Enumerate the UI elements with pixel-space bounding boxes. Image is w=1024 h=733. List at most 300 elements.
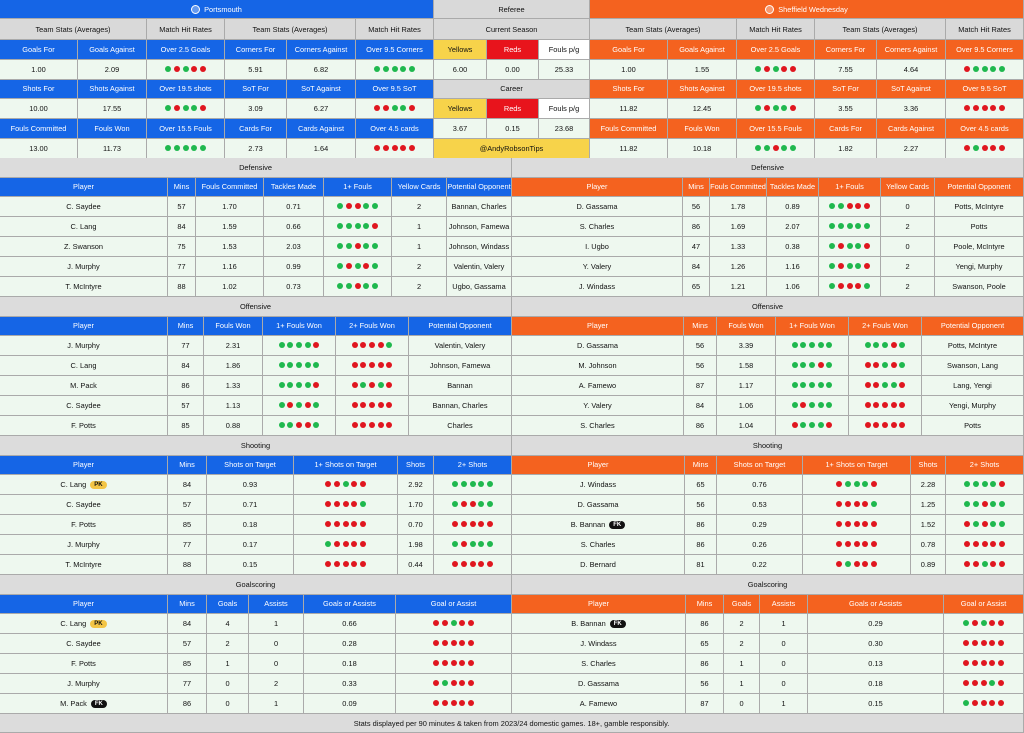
hit-rate-cell [737,139,815,159]
player-name [512,515,685,535]
hit-rate-dots [278,341,321,350]
miss-dot [351,561,357,567]
fouls-pg-label: Fouls p/g [539,40,590,60]
goals-value: 0 [207,674,249,694]
miss-dot [343,561,349,567]
miss-dot [964,66,970,72]
hit-rate-cell [356,139,434,159]
miss-dot [409,145,415,151]
mins-value: 84 [168,356,204,376]
shots-on-target-value: 0.17 [207,535,294,555]
hit-dot [800,382,806,388]
free-kick-taker-badge: FK [609,521,625,529]
hit-dot [392,105,398,111]
hit-dot [279,342,285,348]
hit-dot [451,620,457,626]
over195-label: Over 19.5 shots [737,80,815,100]
hit-rate-dots [864,421,907,430]
fouls-won-2-hit-rate [849,376,922,396]
tackles-value: 0.89 [767,197,819,217]
mins-value: 86 [686,654,724,674]
shots-on-target-value: 0.22 [717,555,803,575]
yellow-cards-value: 1 [392,217,447,237]
player-name-text: F. Potts [71,659,96,668]
potential-opponent: Lang, Yengi [922,376,1024,396]
miss-dot [873,382,879,388]
player-header: Player [0,595,168,615]
player-name-text: Z. Swanson [63,242,104,251]
mins-value: 84 [168,475,207,495]
hit-dot [973,521,979,527]
miss-dot [313,382,319,388]
miss-dot [891,342,897,348]
player-header: Player [512,595,686,615]
tipster-link[interactable]: @AndyRobsonTips [434,139,590,159]
mins-value: 65 [683,277,710,297]
fouls-won-value: 2.31 [204,336,263,356]
player-header: Player [0,317,168,337]
mins-header: Mins [684,317,717,337]
stat-value: 17.55 [78,99,147,119]
mins-value: 85 [168,654,207,674]
miss-dot [392,145,398,151]
player-name [512,694,686,714]
portsmouth-crest-icon [191,5,200,14]
hit-rate-dots [835,500,878,509]
over95sot-label: Over 9.5 SoT [946,80,1024,100]
over25-label: Over 2.5 Goals [737,40,815,60]
free-kick-taker-badge: FK [91,700,107,708]
miss-dot [459,660,465,666]
hit-dot [809,362,815,368]
shots2-header: 2+ Shots [434,456,512,476]
hit-dot [442,680,448,686]
sot-for-label: SoT For [815,80,877,100]
miss-dot [200,66,206,72]
hit-rate-cell [737,60,815,80]
fouls-won-1-hit-rate [776,396,849,416]
player-name [512,277,683,297]
hit-rate-dots [324,520,367,529]
miss-dot [352,402,358,408]
yellow-cards-value: 2 [392,277,447,297]
potential-opponent: Johnson, Famewa [409,356,512,376]
miss-dot [433,680,439,686]
stat-value: 11.73 [78,139,147,159]
hit-dot [487,501,493,507]
miss-dot [386,402,392,408]
miss-dot [854,521,860,527]
miss-dot [854,541,860,547]
player-name-text: D. Gassama [576,341,619,350]
miss-dot [369,402,375,408]
fouls-won-1-hit-rate [263,416,336,436]
hit-dot [279,422,285,428]
fouls-hit-rate [819,237,881,257]
miss-dot [369,342,375,348]
hit-rate-dots [432,699,475,708]
miss-dot [378,422,384,428]
miss-dot [972,620,978,626]
shots-on-target-value: 0.18 [207,515,294,535]
miss-dot [346,263,352,269]
miss-dot [386,382,392,388]
hit-dot [764,145,770,151]
shots-value: 2.28 [911,475,946,495]
mins-value: 88 [168,555,207,575]
miss-dot [981,700,987,706]
hit-dot [899,362,905,368]
hit-dot [183,105,189,111]
fouls-hit-rate [819,257,881,277]
hit-dot [183,145,189,151]
player-name [0,237,168,257]
player-name [0,515,168,535]
fouls-won-2-hit-rate [336,336,409,356]
hit-dot [862,481,868,487]
shots-header: Shots [398,456,434,476]
goa-header: Goal or Assist [944,595,1024,615]
miss-dot [452,521,458,527]
player-name [0,475,168,495]
hit-rate-dots [864,341,907,350]
table-row [512,674,1024,694]
hit-rate-dots [373,144,416,153]
player-name [512,356,684,376]
defensive-title-away: Defensive [512,158,1024,178]
sot-hit-rate [294,515,398,535]
miss-dot [873,422,879,428]
hit-dot [313,422,319,428]
goa-header: Goal or Assist [396,595,512,615]
hit-dot [973,66,979,72]
miss-dot [459,620,465,626]
miss-dot [352,382,358,388]
shots-value: 2.92 [398,475,434,495]
fouls-won-value: 0.88 [204,416,263,436]
shots-value: 1.70 [398,495,434,515]
miss-dot [989,640,995,646]
miss-dot [854,501,860,507]
miss-dot [372,223,378,229]
miss-dot [838,243,844,249]
goals-value: 0 [724,694,760,714]
hit-rate-dots [336,222,379,231]
fw1-header: 1+ Fouls Won [776,317,849,337]
hit-dot [452,541,458,547]
hit-dot [165,145,171,151]
cards-against-label: Cards Against [287,119,356,139]
hit-dot [855,223,861,229]
player-name-text: M. Johnson [578,361,617,370]
fouls1-header: 1+ Fouls [324,178,392,198]
fouls-won-value: 1.13 [204,396,263,416]
miss-dot [351,501,357,507]
hit-rate-dots [754,144,797,153]
assists-value: 1 [760,694,808,714]
assists-value: 0 [249,634,304,654]
fouls-won-label: Fouls Won [668,119,737,139]
offensive-title-home: Offensive [0,297,512,317]
stat-value: 2.27 [877,139,946,159]
referee-value: 25.33 [539,60,590,80]
player-name-text: J. Windass [579,480,617,489]
miss-dot [998,620,1004,626]
player-name [0,197,168,217]
goalscoring-column-header-home [0,595,512,615]
tackles-header: Tackles Made [264,178,324,198]
player-name [0,217,168,237]
stat-label-row [590,80,1024,100]
potential-opponent: Potts, McIntyre [922,336,1024,356]
hit-dot [818,422,824,428]
goals-against-label: Goals Against [78,40,147,60]
hit-dot [855,263,861,269]
table-row [512,535,1024,555]
hit-dot [363,243,369,249]
goalscoring-title-away: Goalscoring [512,575,1024,595]
shots-2-hit-rate [434,535,512,555]
hit-dot [470,481,476,487]
mins-value: 75 [168,237,196,257]
match-hit-rates-label: Match Hit Rates [946,19,1024,40]
hit-dot [279,382,285,388]
miss-dot [864,203,870,209]
mins-value: 65 [686,634,724,654]
miss-dot [433,660,439,666]
player-name-text: T. McIntyre [65,282,102,291]
hit-dot [337,283,343,289]
hit-rate-dots [791,421,834,430]
fouls-won-2-hit-rate [849,356,922,376]
fouls-won-2-hit-rate [849,416,922,436]
miss-dot [990,105,996,111]
table-row [0,277,512,297]
fouls-won-2-hit-rate [336,396,409,416]
career-header [434,80,590,100]
miss-dot [836,501,842,507]
miss-dot [470,561,476,567]
player-name-text: J. Murphy [67,679,100,688]
hit-dot [287,362,293,368]
goal-or-assist-hit-rate [396,694,512,714]
miss-dot [990,541,996,547]
goals-value: 1 [207,654,249,674]
miss-dot [999,561,1005,567]
hit-dot [755,145,761,151]
player-name-text: J. Windass [580,639,617,648]
stat-value-row [0,99,434,119]
hit-dot [809,402,815,408]
hit-rate-dots [432,679,475,688]
miss-dot [973,561,979,567]
fouls-won-2-hit-rate [336,376,409,396]
match-hit-rates-label: Match Hit Rates [737,19,815,40]
hit-dot [838,203,844,209]
miss-dot [981,660,987,666]
shooting-section-header [0,436,1024,456]
hit-dot [305,382,311,388]
hit-dot [847,243,853,249]
assists-value: 1 [760,614,808,634]
miss-dot [963,680,969,686]
hit-dot [864,223,870,229]
hit-dot [386,342,392,348]
mins-value: 81 [685,555,717,575]
mins-value: 86 [686,614,724,634]
table-row [0,257,512,277]
shots-2-hit-rate [946,515,1024,535]
table-row [512,356,1024,376]
miss-dot [442,700,448,706]
miss-dot [838,283,844,289]
miss-dot [369,362,375,368]
opp-header: Potential Opponent [447,178,512,198]
hit-dot [963,620,969,626]
shots-against-label: Shots Against [668,80,737,100]
hit-dot [847,263,853,269]
referee-value: 3.67 [434,119,487,139]
goals-or-assists-value: 0.29 [808,614,944,634]
miss-dot [200,105,206,111]
over25-label: Over 2.5 Goals [147,40,225,60]
stat-value-row [590,60,1024,80]
shots-2-hit-rate [434,515,512,535]
miss-dot [865,422,871,428]
shots2-header: 2+ Shots [946,456,1024,476]
player-name-text: J. Windass [578,282,616,291]
fouls-hit-rate [324,257,392,277]
player-name-text: C. Saydee [66,202,101,211]
player-name-text: B. Bannan [571,619,606,628]
sot-hit-rate [294,475,398,495]
hit-rate-cell [737,99,815,119]
table-row [0,376,512,396]
miss-dot [355,203,361,209]
fouls-hit-rate [324,197,392,217]
player-name [512,634,686,654]
goalscoring-column-header-away [512,595,1024,615]
yellow-cards-header: Yellow Cards [881,178,935,198]
table-row [512,654,1024,674]
shots-on-target-value: 0.93 [207,475,294,495]
stat-value: 10.18 [668,139,737,159]
defensive-section-header [0,158,1024,178]
hit-dot [360,382,366,388]
player-name-text: T. McIntyre [65,560,102,569]
hit-dot [400,105,406,111]
hit-dot [279,362,285,368]
player-header: Player [0,456,168,476]
miss-dot [461,501,467,507]
over195-label: Over 19.5 shots [147,80,225,100]
referee-value: 6.00 [434,60,487,80]
player-name [0,257,168,277]
fouls-committed-header: Fouls Committed [710,178,767,198]
miss-dot [981,680,987,686]
free-kick-taker-badge: FK [610,620,626,628]
fouls-won-2-hit-rate [849,336,922,356]
hit-dot [999,501,1005,507]
tackles-value: 0.38 [767,237,819,257]
miss-dot [800,402,806,408]
hit-dot [818,402,824,408]
miss-dot [351,481,357,487]
tipster-row [434,139,590,159]
miss-dot [305,422,311,428]
table-row [512,396,1024,416]
player-name [0,694,168,714]
miss-dot [461,541,467,547]
shots-on-target-value: 0.53 [717,495,803,515]
hit-rate-dots [324,500,367,509]
player-name-text: B. Bannan [570,520,606,529]
mins-header: Mins [168,456,207,476]
hit-dot [337,223,343,229]
stat-value: 1.64 [287,139,356,159]
fouls-won-1-hit-rate [263,336,336,356]
miss-dot [972,660,978,666]
team-stats-label: Team Stats (Averages) [225,19,356,40]
shots-for-label: Shots For [0,80,78,100]
miss-dot [964,561,970,567]
mins-header: Mins [686,595,724,615]
mins-value: 88 [168,277,196,297]
goal-or-assist-hit-rate [944,614,1024,634]
hit-dot [845,561,851,567]
miss-dot [973,105,979,111]
team-title [590,0,1024,19]
goal-or-assist-hit-rate [396,614,512,634]
miss-dot [360,402,366,408]
table-row [0,654,512,674]
hit-dot [372,203,378,209]
potential-opponent: Ugbo, Gassama [447,277,512,297]
stat-value: 3.09 [225,99,287,119]
goalscoring-section-header [0,575,1024,595]
hit-dot [973,501,979,507]
hit-rate-dots [864,361,907,370]
table-row [512,555,1024,575]
hit-dot [400,66,406,72]
player-name [512,396,684,416]
penalty-taker-badge: PK [90,481,106,489]
miss-dot [891,362,897,368]
miss-dot [989,700,995,706]
hit-dot [383,66,389,72]
hit-dot [337,263,343,269]
defensive-column-header-away [512,178,1024,198]
hit-dot [452,501,458,507]
fw2-header: 2+ Fouls Won [336,317,409,337]
hit-dot [865,342,871,348]
player-name-text: S. Charles [580,540,616,549]
miss-dot [470,521,476,527]
assists-value: 2 [249,674,304,694]
corners-against-label: Corners Against [287,40,356,60]
miss-dot [451,680,457,686]
hit-dot [809,422,815,428]
ga-header: Goals or Assists [304,595,396,615]
fouls-hit-rate [819,197,881,217]
table-row [0,495,512,515]
miss-dot [826,422,832,428]
shots-2-hit-rate [434,475,512,495]
offensive-title-away: Offensive [512,297,1024,317]
miss-dot [882,402,888,408]
hit-dot [773,105,779,111]
hit-rate-cell [356,60,434,80]
